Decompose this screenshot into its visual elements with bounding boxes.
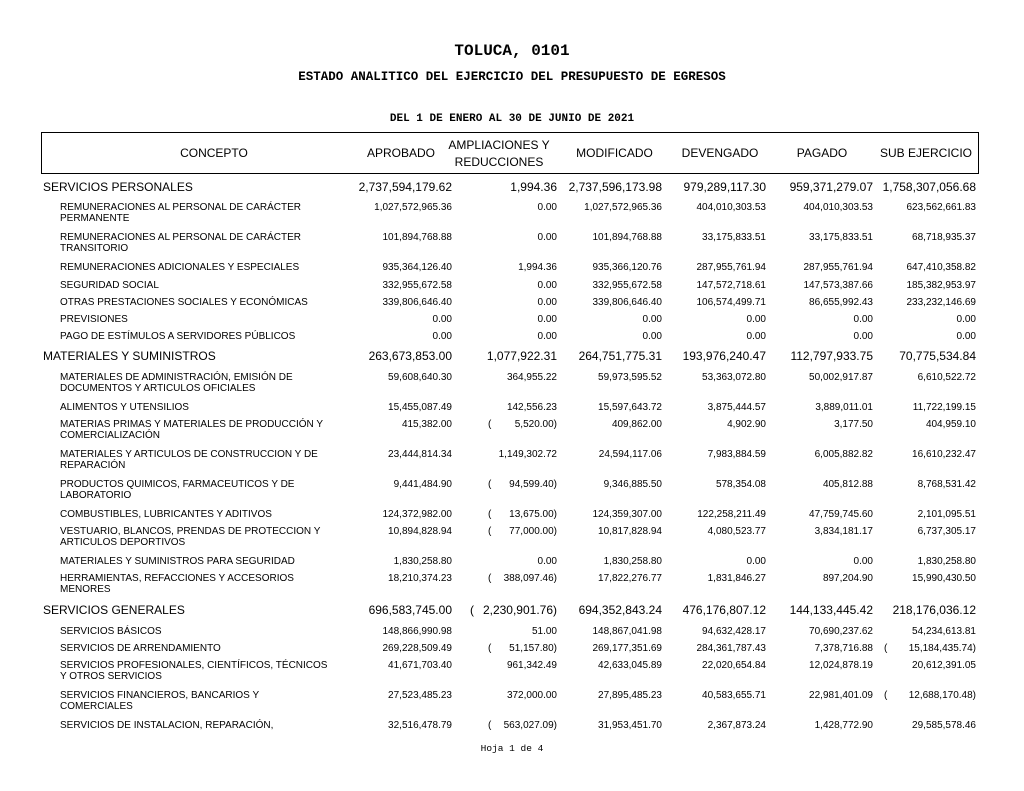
concept-label: MATERIALES DE ADMINISTRACIÓN, EMISIÓN DE — [60, 372, 293, 383]
cell-aprobado: 339,806,646.40 — [382, 297, 452, 308]
concept-label: SERVICIOS PROFESIONALES, CIENTÍFICOS, TÉCNICOS — [60, 660, 328, 671]
cell-sub: 1,758,307,056.68 — [882, 180, 976, 194]
cell-amp: 0.00 — [537, 297, 557, 308]
cell-amp: 364,955.22 — [506, 372, 557, 383]
cell-aprobado: 10,894,828.94 — [388, 526, 452, 537]
cell-sub: 29,585,578.46 — [912, 720, 976, 731]
col-header-pagado: PAGADO — [796, 146, 848, 160]
cell-modificado: 148,867,041.98 — [592, 626, 662, 637]
cell-amp: 1,994.36 — [518, 262, 557, 273]
cell-modificado: 9,346,885.50 — [603, 479, 662, 490]
col-header-ampliaciones-line1: AMPLIACIONES Y — [448, 138, 550, 152]
concept-label: PERMANENTE — [60, 213, 130, 224]
cell-amp: 2,230,901.76) — [482, 603, 557, 617]
concept-label: SERVICIOS PERSONALES — [43, 180, 193, 194]
cell-modificado: 264,751,775.31 — [578, 349, 662, 363]
cell-sub: 218,176,036.12 — [892, 603, 976, 617]
concept-label: HERRAMIENTAS, REFACCIONES Y ACCESORIOS — [60, 573, 294, 584]
cell-devengado: 7,983,884.59 — [707, 449, 766, 460]
concept-label: PREVISIONES — [60, 314, 128, 325]
cell-pagado: 33,175,833.51 — [809, 232, 873, 243]
cell-modificado: 935,366,120.76 — [592, 262, 662, 273]
col-header-subejercicio: SUB EJERCICIO — [879, 146, 972, 160]
cell-aprobado: 27,523,485.23 — [388, 690, 452, 701]
cell-sub: 647,410,358.82 — [906, 262, 976, 273]
cell-modificado: 31,953,451.70 — [598, 720, 662, 731]
negative-paren: ( — [488, 720, 492, 731]
cell-sub: 6,737,305.17 — [917, 526, 976, 537]
cell-aprobado: 332,955,672.58 — [382, 280, 452, 291]
cell-pagado: 22,981,401.09 — [809, 690, 873, 701]
cell-modificado: 59,973,595.52 — [598, 372, 662, 383]
cell-sub: 16,610,232.47 — [912, 449, 976, 460]
cell-devengado: 284,361,787.43 — [696, 643, 766, 654]
col-header-concepto: CONCEPTO — [180, 146, 248, 160]
concept-label: COMBUSTIBLES, LUBRICANTES Y ADITIVOS — [60, 509, 272, 520]
cell-modificado: 101,894,768.88 — [592, 232, 662, 243]
table-header — [41, 132, 979, 174]
cell-pagado: 3,889,011.01 — [815, 402, 873, 413]
cell-aprobado: 269,228,509.49 — [382, 643, 452, 654]
cell-amp: 0.00 — [537, 280, 557, 291]
cell-aprobado: 124,372,982.00 — [382, 509, 452, 520]
concept-label: SERVICIOS DE INSTALACION, REPARACIÓN, — [60, 720, 274, 731]
cell-aprobado: 41,671,703.40 — [388, 660, 452, 671]
cell-devengado: 1,831,846.27 — [707, 573, 766, 584]
cell-modificado: 1,830,258.80 — [603, 556, 662, 567]
cell-modificado: 2,737,596,173.98 — [568, 180, 662, 194]
cell-aprobado: 1,830,258.80 — [393, 556, 452, 567]
col-header-modificado: MODIFICADO — [576, 146, 653, 160]
cell-pagado: 287,955,761.94 — [803, 262, 873, 273]
cell-pagado: 0.00 — [853, 314, 873, 325]
cell-aprobado: 935,364,126.40 — [382, 262, 452, 273]
cell-amp: 51,157.80) — [509, 643, 557, 654]
cell-amp: 77,000.00) — [509, 526, 557, 537]
cell-pagado: 3,177.50 — [834, 419, 873, 430]
report-subtitle: ESTADO ANALITICO DEL EJERCICIO DEL PRESUPUESTO DE EGRESOS — [298, 70, 726, 84]
col-header-devengado: DEVENGADO — [681, 146, 759, 160]
negative-paren: ( — [488, 479, 492, 490]
cell-amp: 388,097.46) — [503, 573, 557, 584]
concept-label: OTRAS PRESTACIONES SOCIALES Y ECONÓMICAS — [60, 297, 308, 308]
concept-label: REMUNERACIONES ADICIONALES Y ESPECIALES — [60, 262, 300, 273]
negative-paren: ( — [884, 643, 888, 654]
concept-label: COMERCIALIZACIÓN — [60, 430, 161, 441]
concept-label: MATERIALES Y SUMINISTROS PARA SEGURIDAD — [60, 556, 295, 567]
cell-amp: 1,994.36 — [510, 180, 557, 194]
cell-modificado: 27,895,485.23 — [598, 690, 662, 701]
cell-aprobado: 415,382.00 — [401, 419, 452, 430]
cell-aprobado: 32,516,478.79 — [388, 720, 452, 731]
cell-amp: 0.00 — [537, 556, 557, 567]
cell-aprobado: 696,583,745.00 — [368, 603, 452, 617]
concept-label: DOCUMENTOS Y ARTICULOS OFICIALES — [60, 383, 256, 394]
cell-amp: 961,342.49 — [506, 660, 557, 671]
concept-label: REMUNERACIONES AL PERSONAL DE CARÁCTER — [60, 232, 301, 243]
concept-label: COMERCIALES — [60, 701, 133, 712]
cell-devengado: 53,363,072.80 — [702, 372, 766, 383]
cell-pagado: 405,812.88 — [822, 479, 873, 490]
cell-devengado: 979,289,117.30 — [683, 180, 766, 194]
cell-sub: 15,990,430.50 — [912, 573, 976, 584]
col-header-aprobado: APROBADO — [366, 146, 435, 160]
cell-modificado: 24,594,117.06 — [598, 449, 662, 460]
cell-modificado: 694,352,843.24 — [578, 603, 662, 617]
cell-modificado: 0.00 — [642, 331, 662, 342]
concept-label: REPARACIÓN — [60, 460, 126, 471]
cell-sub: 12,688,170.48) — [908, 690, 976, 701]
concept-label: ALIMENTOS Y UTENSILIOS — [60, 402, 189, 413]
concept-label: SEGURIDAD SOCIAL — [60, 280, 159, 291]
cell-amp: 0.00 — [537, 331, 557, 342]
cell-sub: 1,830,258.80 — [917, 556, 976, 567]
negative-paren: ( — [488, 419, 492, 430]
cell-devengado: 40,583,655.71 — [702, 690, 766, 701]
cell-devengado: 4,902.90 — [727, 419, 766, 430]
cell-pagado: 3,834,181.17 — [814, 526, 873, 537]
concept-label: ARTICULOS DEPORTIVOS — [60, 537, 186, 548]
cell-sub: 54,234,613.81 — [912, 626, 976, 637]
cell-pagado: 0.00 — [853, 556, 873, 567]
cell-amp: 563,027.09) — [503, 720, 557, 731]
cell-modificado: 409,862.00 — [611, 419, 662, 430]
cell-amp: 13,675.00) — [509, 509, 557, 520]
cell-sub: 68,718,935.37 — [912, 232, 976, 243]
cell-devengado: 33,175,833.51 — [702, 232, 766, 243]
concept-label: MATERIALES Y ARTICULOS DE CONSTRUCCION Y DE — [60, 449, 318, 460]
cell-aprobado: 2,737,594,179.62 — [358, 180, 452, 194]
cell-aprobado: 148,866,990.98 — [382, 626, 452, 637]
cell-pagado: 897,204.90 — [822, 573, 873, 584]
cell-aprobado: 15,455,087.49 — [388, 402, 452, 413]
cell-pagado: 0.00 — [853, 331, 873, 342]
cell-amp: 1,077,922.31 — [486, 349, 557, 363]
cell-modificado: 17,822,276.77 — [598, 573, 662, 584]
negative-paren: ( — [488, 573, 492, 584]
cell-sub: 70,775,534.84 — [899, 349, 976, 363]
concept-label: SERVICIOS BÁSICOS — [60, 626, 162, 637]
cell-pagado: 12,024,878.19 — [809, 660, 873, 671]
cell-aprobado: 101,894,768.88 — [382, 232, 452, 243]
cell-pagado: 6,005,882.82 — [814, 449, 873, 460]
cell-pagado: 47,759,745.60 — [809, 509, 873, 520]
report-period: DEL 1 DE ENERO AL 30 DE JUNIO DE 2021 — [389, 113, 635, 125]
cell-aprobado: 0.00 — [432, 331, 452, 342]
cell-sub: 185,382,953.97 — [906, 280, 976, 291]
cell-sub: 15,184,435.74) — [908, 643, 976, 654]
concept-label: PRODUCTOS QUIMICOS, FARMACEUTICOS Y DE — [60, 479, 295, 490]
concept-label: VESTUARIO, BLANCOS, PRENDAS DE PROTECCION Y — [60, 526, 321, 537]
cell-sub: 20,612,391.05 — [912, 660, 976, 671]
concept-label: MATERIALES Y SUMINISTROS — [43, 349, 216, 363]
cell-modificado: 124,359,307.00 — [592, 509, 662, 520]
cell-modificado: 339,806,646.40 — [592, 297, 662, 308]
cell-pagado: 144,133,445.42 — [789, 603, 873, 617]
col-header-ampliaciones-line2: REDUCCIONES — [454, 155, 544, 169]
cell-sub: 233,232,146.69 — [906, 297, 976, 308]
concept-label: SERVICIOS FINANCIEROS, BANCARIOS Y — [60, 690, 260, 701]
cell-amp: 5,520.00) — [514, 419, 557, 430]
cell-modificado: 42,633,045.89 — [598, 660, 662, 671]
concept-label: MENORES — [60, 584, 111, 595]
cell-devengado: 2,367,873.24 — [707, 720, 766, 731]
cell-aprobado: 18,210,374.23 — [388, 573, 452, 584]
cell-modificado: 332,955,672.58 — [592, 280, 662, 291]
negative-paren: ( — [470, 603, 474, 617]
report-title: TOLUCA, 0101 — [454, 42, 570, 60]
cell-amp: 0.00 — [537, 202, 557, 213]
cell-sub: 8,768,531.42 — [917, 479, 976, 490]
negative-paren: ( — [884, 690, 888, 701]
concept-label: REMUNERACIONES AL PERSONAL DE CARÁCTER — [60, 202, 301, 213]
cell-amp: 142,556.23 — [506, 402, 557, 413]
cell-devengado: 106,574,499.71 — [696, 297, 766, 308]
cell-sub: 0.00 — [956, 314, 976, 325]
cell-pagado: 70,690,237.62 — [809, 626, 873, 637]
concept-label: SERVICIOS DE ARRENDAMIENTO — [60, 643, 221, 654]
concept-label: LABORATORIO — [60, 490, 132, 501]
cell-amp: 94,599.40) — [509, 479, 557, 490]
cell-devengado: 94,632,428.17 — [702, 626, 766, 637]
cell-devengado: 147,572,718.61 — [696, 280, 766, 291]
cell-modificado: 269,177,351.69 — [592, 643, 662, 654]
cell-pagado: 7,378,716.88 — [814, 643, 873, 654]
cell-sub: 0.00 — [956, 331, 976, 342]
cell-aprobado: 0.00 — [432, 314, 452, 325]
cell-sub: 2,101,095.51 — [917, 509, 976, 520]
cell-modificado: 15,597,643.72 — [598, 402, 662, 413]
cell-devengado: 404,010,303.53 — [696, 202, 766, 213]
cell-devengado: 3,875,444.57 — [707, 402, 766, 413]
cell-pagado: 1,428,772.90 — [814, 720, 873, 731]
cell-aprobado: 9,441,484.90 — [393, 479, 452, 490]
cell-aprobado: 263,673,853.00 — [368, 349, 452, 363]
cell-devengado: 4,080,523.77 — [707, 526, 766, 537]
cell-pagado: 959,371,279.07 — [789, 180, 873, 194]
cell-modificado: 1,027,572,965.36 — [584, 202, 662, 213]
concept-label: MATERIAS PRIMAS Y MATERIALES DE PRODUCCIÓN Y — [60, 419, 324, 430]
cell-sub: 623,562,661.83 — [906, 202, 976, 213]
cell-aprobado: 59,608,640.30 — [388, 372, 452, 383]
negative-paren: ( — [488, 526, 492, 537]
cell-devengado: 578,354.08 — [715, 479, 766, 490]
cell-modificado: 10,817,828.94 — [598, 526, 662, 537]
concept-label: SERVICIOS GENERALES — [43, 603, 185, 617]
cell-pagado: 147,573,387.66 — [803, 280, 873, 291]
concept-label: PAGO DE ESTÍMULOS A SERVIDORES PÚBLICOS — [60, 331, 296, 342]
cell-pagado: 50,002,917.87 — [809, 372, 873, 383]
cell-aprobado: 1,027,572,965.36 — [374, 202, 452, 213]
cell-amp: 51.00 — [531, 626, 557, 637]
cell-devengado: 0.00 — [746, 314, 766, 325]
cell-amp: 0.00 — [537, 232, 557, 243]
cell-devengado: 193,976,240.47 — [682, 349, 766, 363]
cell-aprobado: 23,444,814.34 — [388, 449, 452, 460]
cell-devengado: 476,176,807.12 — [682, 603, 766, 617]
cell-pagado: 112,797,933.75 — [790, 349, 873, 363]
cell-pagado: 404,010,303.53 — [803, 202, 873, 213]
page-footer: Hoja 1 de 4 — [480, 743, 544, 754]
cell-amp: 0.00 — [537, 314, 557, 325]
cell-modificado: 0.00 — [642, 314, 662, 325]
cell-sub: 404,959.10 — [925, 419, 976, 430]
cell-devengado: 287,955,761.94 — [696, 262, 766, 273]
negative-paren: ( — [488, 509, 492, 520]
cell-sub: 11,722,199.15 — [912, 402, 976, 413]
cell-sub: 6,610,522.72 — [917, 372, 976, 383]
cell-devengado: 0.00 — [746, 556, 766, 567]
negative-paren: ( — [488, 643, 492, 654]
concept-label: Y OTROS SERVICIOS — [60, 671, 162, 682]
cell-amp: 1,149,302.72 — [498, 449, 557, 460]
concept-label: TRANSITORIO — [60, 243, 129, 254]
cell-devengado: 122,258,211.49 — [697, 509, 766, 520]
cell-pagado: 86,655,992.43 — [809, 297, 873, 308]
cell-devengado: 0.00 — [746, 331, 766, 342]
cell-amp: 372,000.00 — [506, 690, 557, 701]
cell-devengado: 22,020,654.84 — [702, 660, 766, 671]
